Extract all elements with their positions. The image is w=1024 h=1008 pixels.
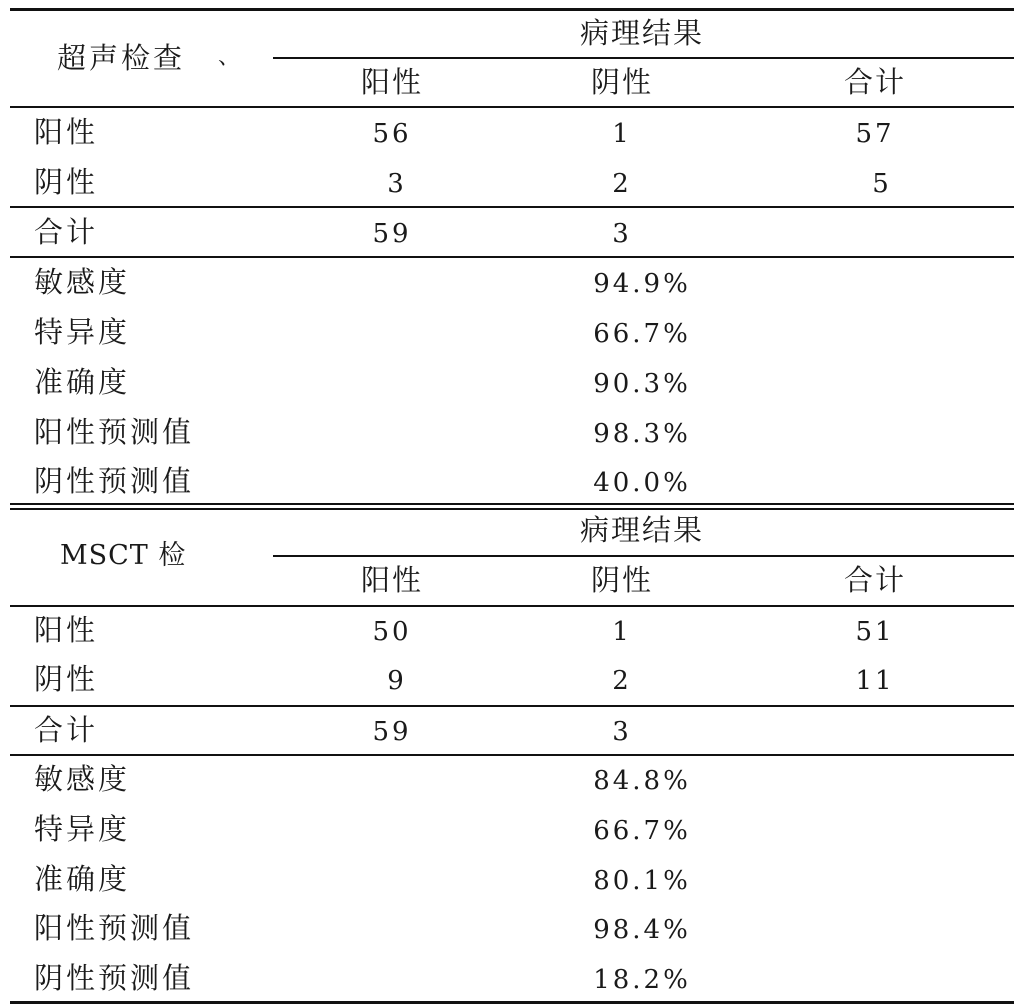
table2-cell: 1: [612, 617, 632, 647]
table1-col-total: 合计: [843, 65, 907, 99]
table1-header-rule: [10, 106, 1014, 108]
table1-metric-label: 阳性预测值: [34, 415, 195, 449]
table2-metric-value: 98.4%: [593, 915, 691, 945]
table2-pathology-header: 病理结果: [579, 513, 705, 547]
table1-total-rule: [10, 206, 1014, 208]
table2-metric-value: 84.8%: [593, 766, 691, 796]
table2-row-negative-label: 阴性: [34, 662, 99, 696]
table2-bottom-rule: [10, 1001, 1014, 1004]
table2-header-subrule: [273, 555, 1014, 557]
table2-title: MSCT 检: [60, 540, 187, 571]
table2-col-negative: 阴性: [590, 563, 654, 597]
table2-metrics-rule: [10, 754, 1014, 756]
table1-metric-label: 敏感度: [34, 265, 131, 299]
table2-cell: 51: [855, 617, 895, 647]
table1-metric-label: 特异度: [34, 315, 131, 349]
table2-row-positive-label: 阳性: [34, 613, 99, 647]
table2-metric-label: 阴性预测值: [34, 961, 195, 995]
table1-cell: 3: [387, 169, 407, 199]
table1-metric-value: 90.3%: [593, 369, 691, 399]
table1-metric-value: 40.0%: [593, 468, 691, 498]
table2-metric-label: 阳性预测值: [34, 911, 195, 945]
table1-cell: 1: [612, 119, 632, 149]
table2-cell: 50: [372, 617, 412, 647]
table1-cell: 59: [372, 219, 412, 249]
table1-top-rule: [10, 8, 1014, 11]
table1-header-subrule: [273, 57, 1014, 59]
table1-cell: 3: [612, 219, 632, 249]
table2-metric-value: 66.7%: [593, 816, 691, 846]
table2-col-positive: 阳性: [360, 563, 424, 597]
table2-cell: 2: [612, 666, 632, 696]
table2-metric-label: 准确度: [34, 862, 131, 896]
table2-cell: 11: [855, 666, 895, 696]
table2-total-rule: [10, 705, 1014, 707]
table1-title: 超声检查: [57, 41, 186, 75]
table1-col-negative: 阴性: [590, 65, 654, 99]
table2-metric-value: 18.2%: [593, 965, 691, 995]
table2-cell: 3: [612, 717, 632, 747]
table2-cell: 59: [372, 717, 412, 747]
table1-metric-label: 阴性预测值: [34, 464, 195, 498]
table1-metric-value: 94.9%: [593, 269, 691, 299]
table1-cell: 56: [372, 119, 412, 149]
table1-cell: 2: [612, 169, 632, 199]
table1-row-positive-label: 阳性: [34, 115, 99, 149]
table2-cell: 9: [387, 666, 407, 696]
table1-row-negative-label: 阴性: [34, 165, 99, 199]
table2-metric-label: 敏感度: [34, 762, 131, 796]
table1-metric-value: 98.3%: [593, 419, 691, 449]
table2-metric-label: 特异度: [34, 812, 131, 846]
table1-pathology-header: 病理结果: [579, 16, 705, 50]
table2-row-total-label: 合计: [34, 713, 99, 747]
table1-metric-label: 准确度: [34, 365, 131, 399]
table1-metrics-rule: [10, 256, 1014, 258]
table1-metric-value: 66.7%: [593, 319, 691, 349]
table-separator-rule-upper: [10, 503, 1014, 505]
table1-title-mark: 、: [218, 45, 241, 70]
table1-cell: 57: [855, 119, 895, 149]
table-separator-rule-lower: [10, 508, 1014, 510]
table1-cell: 5: [872, 169, 892, 199]
table2-header-rule: [10, 605, 1014, 607]
table2-metric-value: 80.1%: [593, 866, 691, 896]
table1-row-total-label: 合计: [34, 215, 99, 249]
table1-col-positive: 阳性: [360, 65, 424, 99]
table2-col-total: 合计: [843, 563, 907, 597]
